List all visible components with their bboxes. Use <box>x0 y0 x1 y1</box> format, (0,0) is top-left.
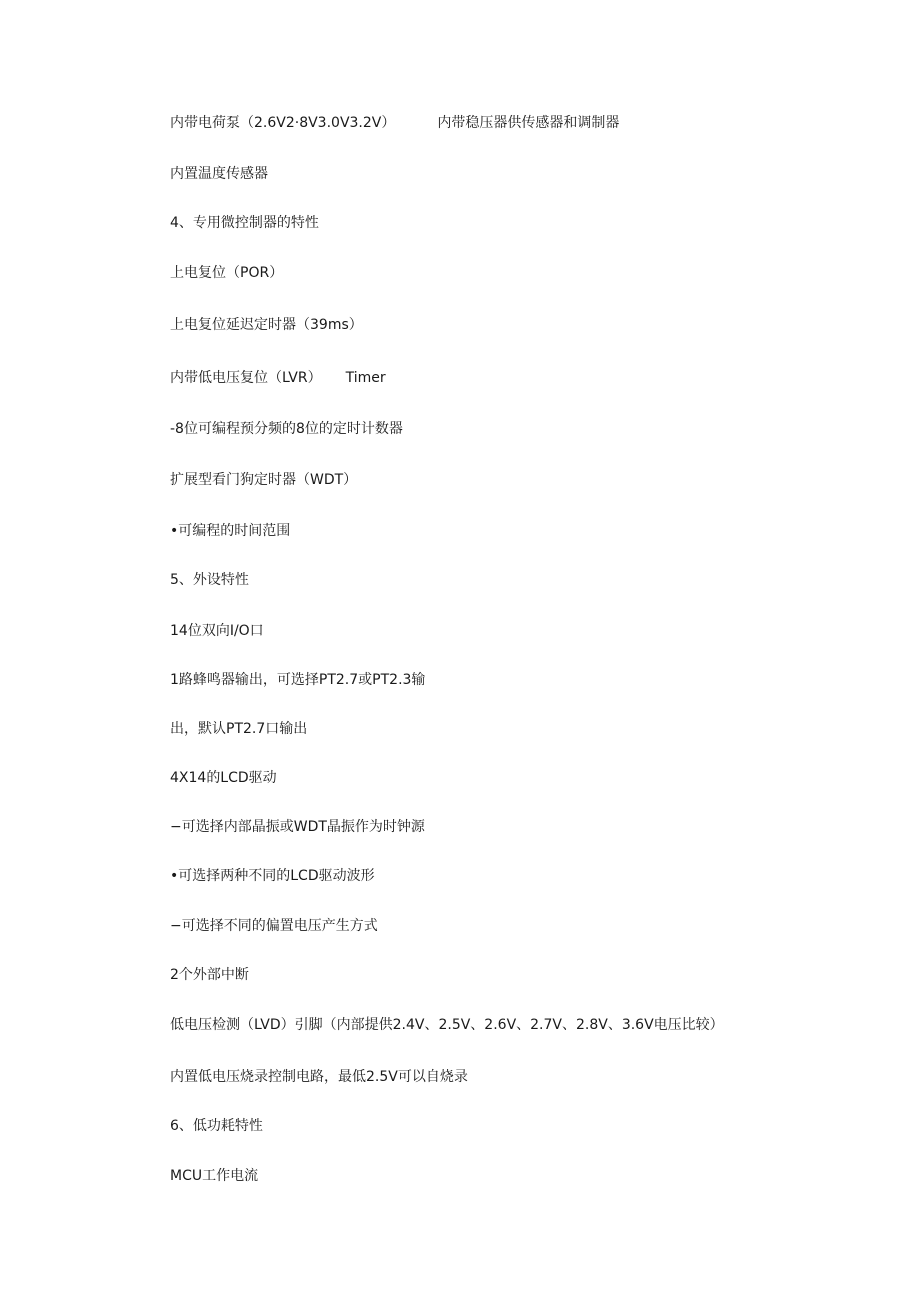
line-buzzer: 1路蜂鸣器输出，可选择PT2.7或PT2.3输 <box>170 672 426 688</box>
line-mcu-current: MCU工作电流 <box>170 1168 259 1184</box>
line-lcd-waveform: •可选择两种不同的LCD驱动波形 <box>170 868 375 884</box>
line-charge-pump <box>170 114 619 132</box>
line-por: 上电复位（POR） <box>170 265 284 281</box>
timer-text: Timer <box>345 370 386 386</box>
section-heading-4: 4、专用微控制器的特性 <box>170 215 319 231</box>
line-lvd: 低电压检测（LVD）引脚（内部提供2.4V、2.5V、2.6V、2.7V、2.8V、3.6V电压比较） <box>170 1017 724 1033</box>
section-heading-6: 6、低功耗特性 <box>170 1118 263 1134</box>
line-buzzer-default: 出，默认PT2.7口输出 <box>170 721 308 737</box>
line-por-delay: 上电复位延迟定时器（39ms） <box>170 317 363 333</box>
section-heading-5: 5、外设特性 <box>170 572 249 588</box>
charge-pump-text: 内带电荷泵（2.6V2·8V3.0V3.2V） <box>170 115 396 131</box>
line-temp-sensor: 内置温度传感器 <box>170 166 268 182</box>
line-bias-voltage: −可选择不同的偏置电压产生方式 <box>170 918 378 934</box>
line-burn-circuit: 内置低电压烧录控制电路，最低2.5V可以自烧录 <box>170 1069 468 1085</box>
regulator-text: 内带稳压器供传感器和调制器 <box>437 115 620 131</box>
line-prescaler: -8位可编程预分频的8位的定时计数器 <box>170 421 403 437</box>
line-clock-source: −可选择内部晶振或WDT晶振作为时钟源 <box>170 819 425 835</box>
line-time-range: •可编程的时间范围 <box>170 523 291 539</box>
line-lcd: 4X14的LCD驱动 <box>170 770 277 786</box>
line-io: 14位双向I/O口 <box>170 623 264 639</box>
line-interrupts: 2个外部中断 <box>170 967 249 983</box>
lvr-text: 内带低电压复位（LVR） <box>170 370 322 386</box>
line-wdt: 扩展型看门狗定时器（WDT） <box>170 472 358 488</box>
line-lvr <box>170 369 386 387</box>
